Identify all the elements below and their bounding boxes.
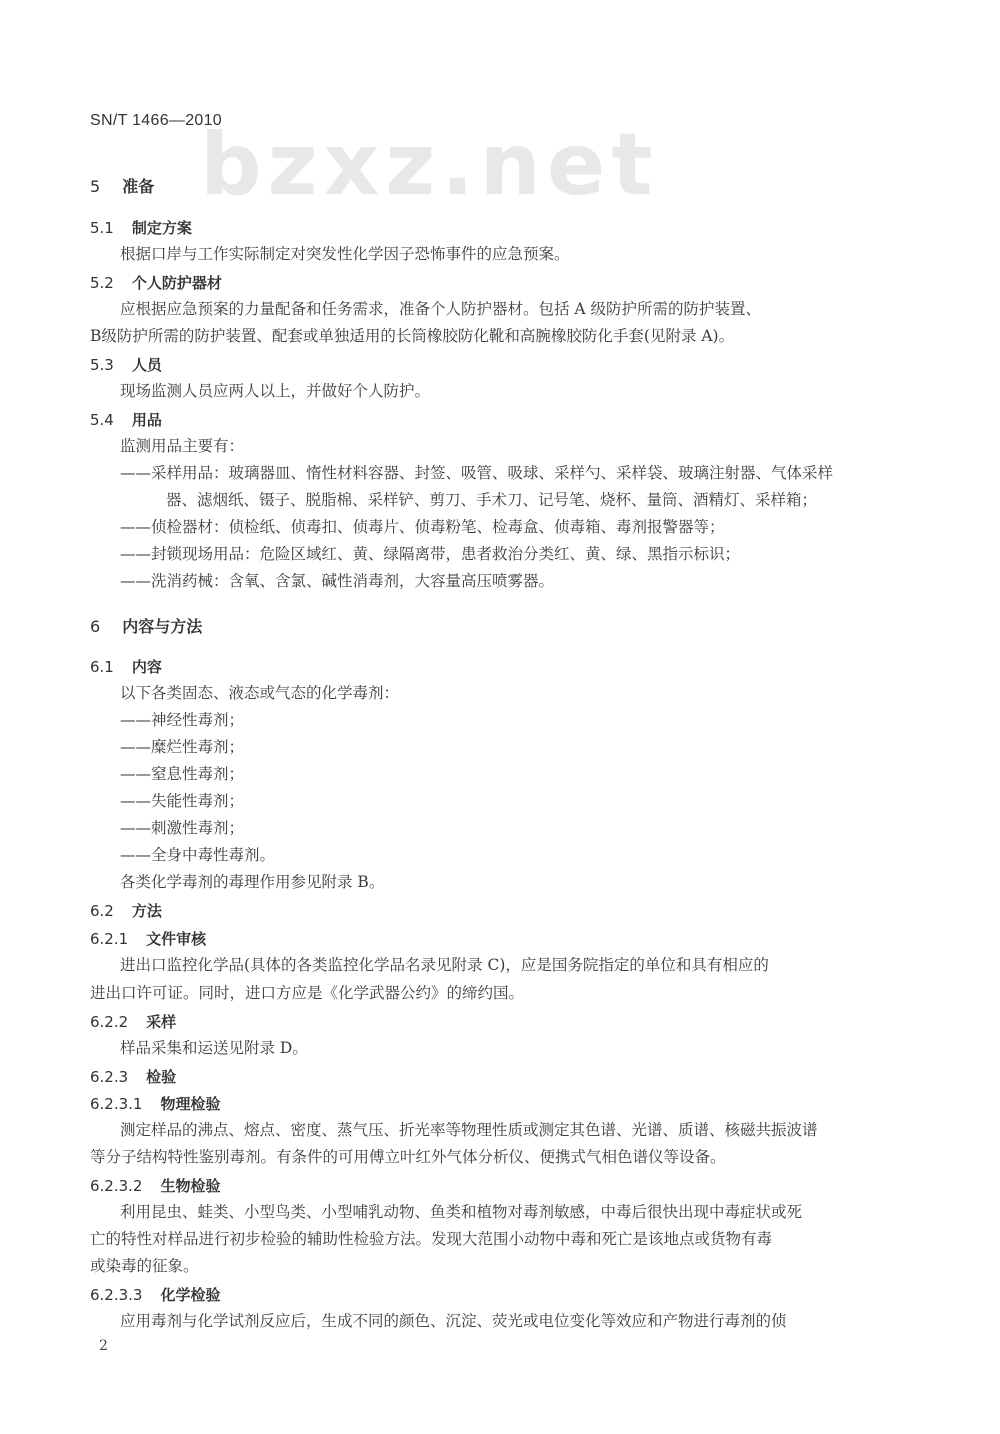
em-dash: —— [120,464,151,482]
section-number: 6.1 [90,658,114,676]
section-number: 5.4 [90,411,114,429]
list-item [120,544,740,564]
paragraph-line: B级防护所需的防护装置、配套或单独适用的长筒橡胶防化靴和高腕橡胶防化手套(见附录 A)。 [90,327,735,345]
section-5-2-heading [90,273,222,293]
section-6-2-3-heading [90,1067,176,1087]
section-number: 6.2.3.3 [90,1286,143,1304]
em-dash: —— [120,819,151,837]
em-dash: —— [120,518,151,536]
section-title: 用品 [131,411,162,429]
paragraph-line: 利用昆虫、蛙类、小型鸟类、小型哺乳动物、鱼类和植物对毒剂敏感，中毒后很快出现中毒症状或死 [120,1203,803,1221]
list-item [120,517,725,537]
section-number: 6.2.3.1 [90,1095,143,1113]
section-title: 化学检验 [160,1286,221,1304]
section-5-3-heading [90,355,162,375]
paragraph: 样品采集和运送见附录 D。 [120,1039,308,1057]
section-number: 5.1 [90,219,114,237]
section-title: 内容与方法 [122,617,203,636]
standard-code: SN/T 1466—2010 [90,112,222,129]
section-6-1-heading [90,657,162,677]
page-number: 2 [99,1338,108,1354]
list-item-continuation: 器、滤烟纸、镊子、脱脂棉、采样铲、剪刀、手术刀、记号笔、烧杯、量筒、酒精灯、采样箱； [166,491,818,509]
paragraph-line: 进出口监控化学品(具体的各类监控化学品名录见附录 C)，应是国务院指定的单位和具有相应的 [120,956,769,974]
list-item-text: 封锁现场用品：危险区域红、黄、绿隔离带，患者救治分类红、黄、绿、黑指示标识； [151,545,741,563]
em-dash: —— [120,545,151,563]
section-number: 5.3 [90,356,114,374]
section-number: 5 [90,177,101,196]
section-title: 人员 [131,356,162,374]
section-title: 生物检验 [160,1177,221,1195]
paragraph: 各类化学毒剂的毒理作用参见附录 B。 [120,873,385,891]
section-6-2-3-2-heading [90,1176,221,1196]
section-5-4-heading [90,410,162,430]
section-number: 6 [90,617,101,636]
section-number: 6.2.3 [90,1068,129,1086]
section-6-2-3-1-heading [90,1094,221,1114]
section-title: 方法 [131,902,162,920]
paragraph-line: 测定样品的沸点、熔点、密度、蒸气压、折光率等物理性质或测定其色谱、光谱、质谱、核磁共振波谱 [120,1121,818,1139]
paragraph-line: 进出口许可证。同时，进口方应是《化学武器公约》的缔约国。 [90,984,525,1002]
section-6-2-2-heading [90,1012,176,1032]
em-dash: —— [120,792,151,810]
paragraph-line: 应用毒剂与化学试剂反应后，生成不同的颜色、沉淀、荧光或电位变化等效应和产物进行毒剂的侦 [120,1312,787,1330]
list-item [120,463,833,483]
section-title: 物理检验 [160,1095,221,1113]
paragraph-line: 应根据应急预案的力量配备和任务需求，准备个人防护器材。包括 A 级防护所需的防护装置、 [120,300,762,318]
list-item [120,764,244,784]
list-item-text: 全身中毒性毒剂。 [151,846,276,864]
list-item-text: 窒息性毒剂； [151,765,245,783]
section-title: 采样 [146,1013,177,1031]
em-dash: —— [120,711,151,729]
list-item-text: 糜烂性毒剂； [151,738,245,756]
section-5-1-heading [90,218,192,238]
section-title: 检验 [146,1068,177,1086]
section-6-2-3-3-heading [90,1285,221,1305]
section-title: 个人防护器材 [131,274,222,292]
section-title: 制定方案 [131,219,192,237]
section-number: 5.2 [90,274,114,292]
list-item-text: 侦检器材：侦检纸、侦毒扣、侦毒片、侦毒粉笔、检毒盒、侦毒箱、毒剂报警器等； [151,518,725,536]
list-item [120,710,244,730]
section-5-heading [90,177,154,197]
list-item-text: 采样用品：玻璃器皿、惰性材料容器、封签、吸管、吸球、采样勺、采样袋、玻璃注射器、气体采样 [151,464,834,482]
list-item [120,571,554,591]
section-number: 6.2.3.2 [90,1177,143,1195]
section-title: 文件审核 [146,930,207,948]
em-dash: —— [120,572,151,590]
paragraph-line: 或染毒的征象。 [90,1257,199,1275]
list-item-text: 洗消药械：含氧、含氯、碱性消毒剂，大容量高压喷雾器。 [151,572,555,590]
list-item [120,818,244,838]
em-dash: —— [120,738,151,756]
list-item [120,791,244,811]
paragraph: 以下各类固态、液态或气态的化学毒剂： [120,684,400,702]
section-title: 内容 [131,658,162,676]
section-6-2-1-heading [90,929,206,949]
list-item-text: 神经性毒剂； [151,711,245,729]
paragraph-line: 亡的特性对样品进行初步检验的辅助性检验方法。发现大范围小动物中毒和死亡是该地点或货物有毒 [90,1230,773,1248]
list-item [120,845,275,865]
paragraph-line: 等分子结构特性鉴别毒剂。有条件的可用傅立叶红外气体分析仪、便携式气相色谱仪等设备。 [90,1148,726,1166]
section-6-heading [90,617,202,637]
em-dash: —— [120,846,151,864]
list-item-text: 失能性毒剂； [151,792,245,810]
paragraph: 监测用品主要有： [120,437,245,455]
section-number: 6.2.1 [90,930,129,948]
section-number: 6.2 [90,902,114,920]
section-number: 6.2.2 [90,1013,129,1031]
section-6-2-heading [90,901,162,921]
paragraph: 现场监测人员应两人以上，并做好个人防护。 [120,382,431,400]
paragraph: 根据口岸与工作实际制定对突发性化学因子恐怖事件的应急预案。 [120,245,570,263]
list-item-text: 刺激性毒剂； [151,819,245,837]
list-item [120,737,244,757]
em-dash: —— [120,765,151,783]
watermark: bzxz.net [200,115,659,215]
section-title: 准备 [122,177,155,196]
